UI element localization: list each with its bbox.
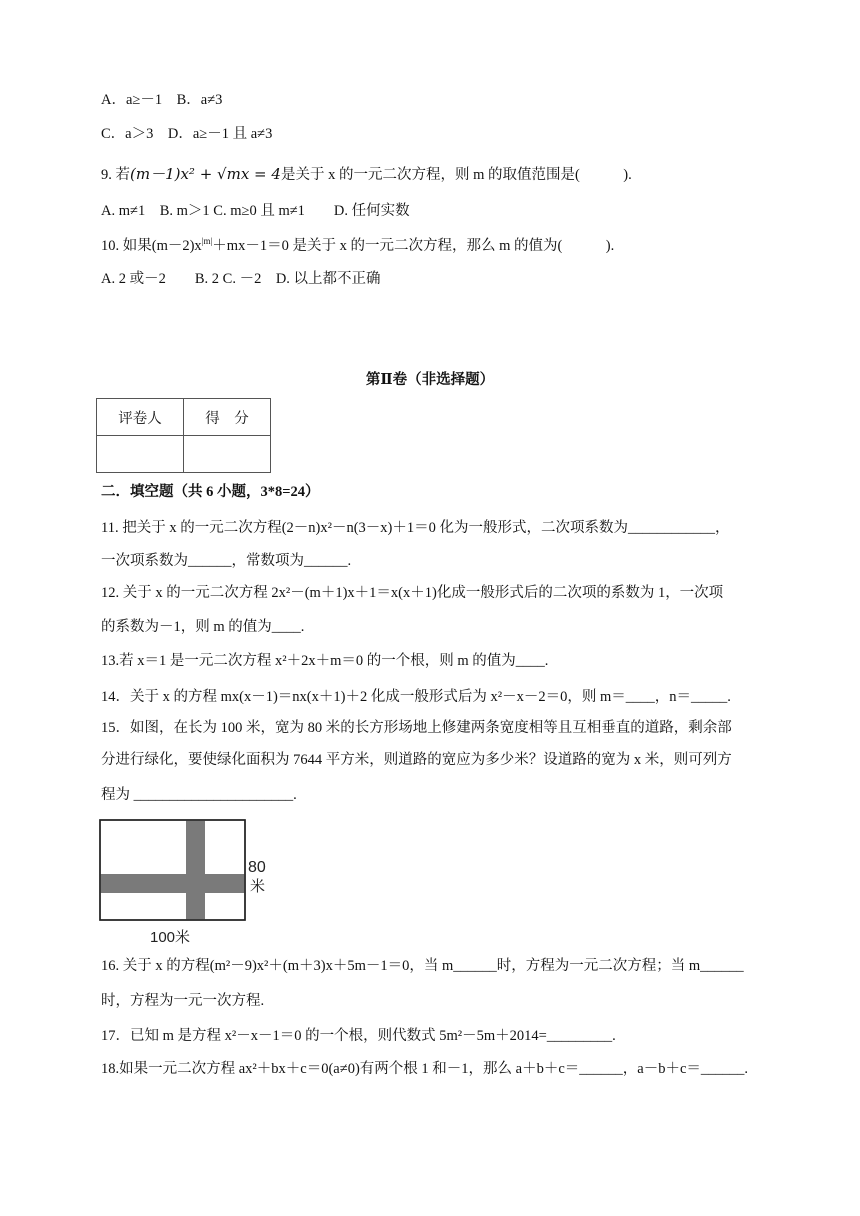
q8-options-line1: A．a≥－1 B．a≠3: [101, 92, 223, 108]
score-table-header-grader: 评卷人: [97, 399, 184, 436]
q10-stem-b: ＋mx－1＝0 是关于 x 的一元二次方程，那么 m 的值为( ).: [212, 238, 615, 254]
score-table-cell-score: [184, 436, 271, 473]
part2-heading: 二．填空题（共 6 小题，3*8=24）: [101, 484, 320, 500]
question-10: [101, 236, 614, 256]
height-label-number: 80: [248, 859, 266, 876]
height-label-unit: 米: [250, 877, 266, 895]
question-13: 13.若 x＝1 是一元二次方程 x²＋2x＋m＝0 的一个根，则 m 的值为____.: [101, 653, 549, 669]
q15-line3: 程为 ______________________.: [101, 787, 297, 803]
q15-line2: 分进行绿化，要使绿化面积为 7644 平方米，则道路的宽应为多少米？设道路的宽为 x 米，则可列方: [101, 752, 732, 768]
section-title: 第Ⅱ卷（非选择题）: [365, 372, 495, 388]
q9-options: A. m≠1 B. m＞1 C. m≥0 且 m≠1 D. 任何实数: [101, 203, 410, 219]
horizontal-road: [100, 874, 245, 893]
score-table-header-score: 得 分: [184, 399, 271, 436]
vertical-road: [186, 820, 205, 920]
q16-line1: 16. 关于 x 的方程(m²－9)x²＋(m＋3)x＋5m－1＝0，当 m______时，方程为一元二次方程；当 m______: [101, 958, 744, 974]
q16-line2: 时，方程为一元一次方程.: [101, 993, 265, 1009]
q10-options: A. 2 或－2 B. 2 C. －2 D. 以上都不正确: [101, 271, 381, 287]
q11-line1: 11. 把关于 x 的一元二次方程(2－n)x²－n(3－x)＋1＝0 化为一般形式，二次项系数为____________，: [101, 520, 730, 536]
score-table-cell-grader: [97, 436, 184, 473]
question-18: 18.如果一元二次方程 ax²＋bx＋c＝0(a≠0)有两个根 1 和－1，那么 a＋b＋c＝______，a－b＋c＝______.: [101, 1061, 749, 1077]
q12-line2: 的系数为－1，则 m 的值为____.: [101, 619, 305, 635]
q15-line1: 15．如图，在长为 100 米，宽为 80 米的长方形场地上修建两条宽度相等且互相垂直的道路，剩余部: [101, 720, 732, 736]
q9-formula: (m－1)x² + √mx = 4: [130, 165, 281, 183]
question-14: 14．关于 x 的方程 mx(x－1)＝nx(x＋1)＋2 化成一般形式后为 x²－x－2＝0，则 m＝____，n＝_____.: [101, 689, 731, 705]
q9-suffix: 是关于 x 的一元二次方程，则 m 的取值范围是( ).: [280, 167, 632, 183]
question-17: 17．已知 m 是方程 x²－x－1＝0 的一个根，则代数式 5m²－5m＋2014=_________.: [101, 1028, 616, 1044]
q8-options-line2: C．a＞3 D．a≥－1 且 a≠3: [101, 126, 273, 142]
field-road-figure: [96, 816, 286, 946]
q9-prefix: 9. 若: [101, 167, 130, 183]
score-table: [96, 398, 271, 473]
width-label: 100米: [150, 929, 191, 946]
q10-stem-a: 10. 如果(m－2)x: [101, 238, 202, 254]
q10-exponent: |m|: [201, 236, 213, 247]
field-rectangle: [100, 820, 245, 920]
question-9: [101, 164, 632, 185]
q12-line1: 12. 关于 x 的一元二次方程 2x²－(m＋1)x＋1＝x(x＋1)化成一般形式后的二次项的系数为 1，一次项: [101, 585, 724, 601]
q11-line2: 一次项系数为______，常数项为______.: [101, 553, 352, 569]
